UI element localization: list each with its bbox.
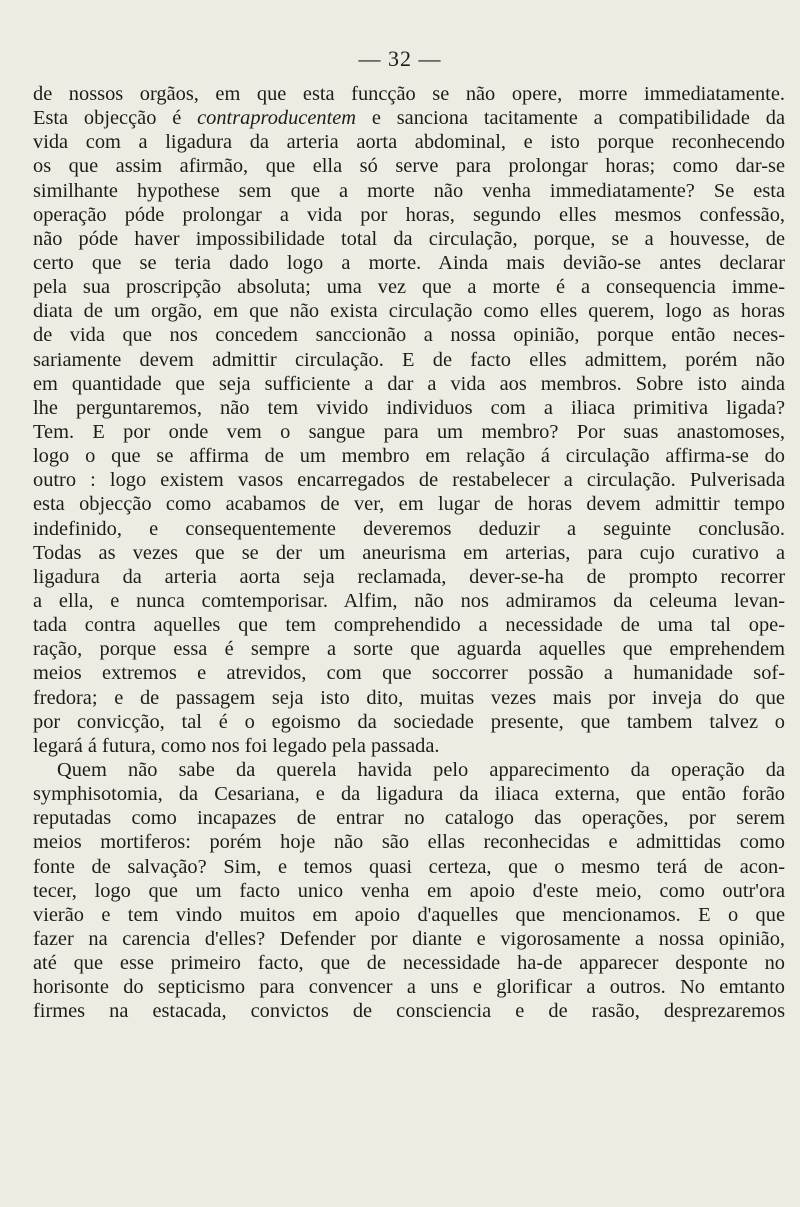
text-line: não póde haver impossibilidade total da circulação, porque, se a houvesse, de	[33, 227, 785, 250]
text-line: lhe perguntaremos, não tem vivido individuos com a iliaca primitiva ligada?	[33, 396, 785, 419]
italic-term: contraproducentem	[197, 107, 357, 130]
text-line: meios extremos e atrevidos, com que soccorrer possão a humanidade sof-	[33, 662, 785, 685]
text-line: Todas as vezes que se der um aneurisma em arterias, para cujo curativo a	[33, 541, 785, 564]
text-line: em quantidade que seja sufficiente a dar a vida aos membros. Sobre isto ainda	[33, 372, 785, 395]
text-line: sariamente devem admittir circulação. E de facto elles admittem, porém não	[33, 348, 785, 371]
text-line: outro : logo existem vasos encarregados de restabelecer a circulação. Pulverisada	[33, 469, 785, 492]
text-line: horisonte do septicismo para convencer a uns e glorificar a outros. No emtanto	[33, 976, 785, 999]
text-line: até que esse primeiro facto, que de necessidade ha-de apparecer desponte no	[33, 952, 785, 975]
text-line: similhante hypothese sem que a morte não venha immediatamente? Se esta	[33, 179, 785, 202]
text-line: vida com a ligadura da arteria aorta abdominal, e isto porque reconhecendo	[33, 131, 785, 154]
text-line: certo que se teria dado logo a morte. Ainda mais devião-se antes declarar	[33, 251, 785, 274]
text-line: os que assim afirmão, que ella só serve para prolongar horas; como dar-se	[33, 155, 785, 178]
text-line: por convicção, tal é o egoismo da sociedade presente, que tambem talvez o	[33, 710, 785, 733]
page-number: — 32 —	[358, 46, 442, 71]
text-line: Esta objecção é contraproducentem e sanciona tacitamente a compatibilidade da	[33, 107, 785, 130]
text-line: fonte de salvação? Sim, e temos quasi certeza, que o mesmo terá de acon-	[33, 855, 785, 878]
text-line: indefinido, e consequentemente deveremos deduzir a seguinte conclusão.	[33, 517, 785, 540]
text-line: a ella, e nunca comtemporisar. Alfim, não nos admiramos da celeuma levan-	[33, 589, 785, 612]
text-line: Quem não sabe da querela havida pelo apparecimento da operação da	[57, 758, 785, 781]
text-line: fredora; e de passagem seja isto dito, muitas vezes mais por inveja do que	[33, 686, 785, 709]
text-line: esta objecção como acabamos de ver, em lugar de horas devem admittir tempo	[33, 493, 785, 516]
body-text	[33, 82, 785, 1023]
text-line: reputadas como incapazes de entrar no catalogo das operações, por serem	[33, 807, 785, 830]
text-line: diata de um orgão, em que não exista circulação como elles querem, logo as horas	[33, 300, 785, 323]
text-line: ração, porque essa é sempre a sorte que aguarda aquelles que emprehendem	[33, 638, 785, 661]
text-line: fazer na carencia d'elles? Defender por diante e vigorosamente a nossa opinião,	[33, 927, 785, 950]
text-line: vierão e tem vindo muitos em apoio d'aquelles que mencionamos. E o que	[33, 903, 785, 926]
text-line: Tem. E por onde vem o sangue para um membro? Por suas anastomoses,	[33, 420, 785, 443]
text-line: firmes na estacada, convictos de consciencia e de rasão, desprezaremos	[33, 1000, 785, 1023]
text-line: symphisotomia, da Cesariana, e da ligadura da iliaca externa, que então forão	[33, 783, 785, 806]
text-line: meios mortiferos: porém hoje não são ellas reconhecidas e admittidas como	[33, 831, 785, 854]
text-line: legará á futura, como nos foi legado pela passada.	[33, 734, 440, 757]
text-line: de vida que nos concedem sanccionão a nossa opinião, porque então neces-	[33, 324, 785, 347]
text-line: de nossos orgãos, em que esta funcção se não opere, morre immediatamente.	[33, 83, 785, 105]
text-line: pela sua proscripção absoluta; uma vez que a morte é a consequencia imme-	[33, 276, 785, 299]
text-line: ligadura da arteria aorta seja reclamada, dever-se-ha de prompto recorrer	[33, 565, 785, 588]
text-line: tecer, logo que um facto unico venha em apoio d'este meio, como outr'ora	[33, 879, 785, 902]
text-line: logo o que se affirma de um membro em relação á circulação affirma-se do	[33, 445, 785, 468]
text-line: tada contra aquelles que tem comprehendido a necessidade de uma tal ope-	[33, 614, 785, 637]
text-line: operação póde prolongar a vida por horas, segundo elles mesmos confessão,	[33, 203, 785, 226]
